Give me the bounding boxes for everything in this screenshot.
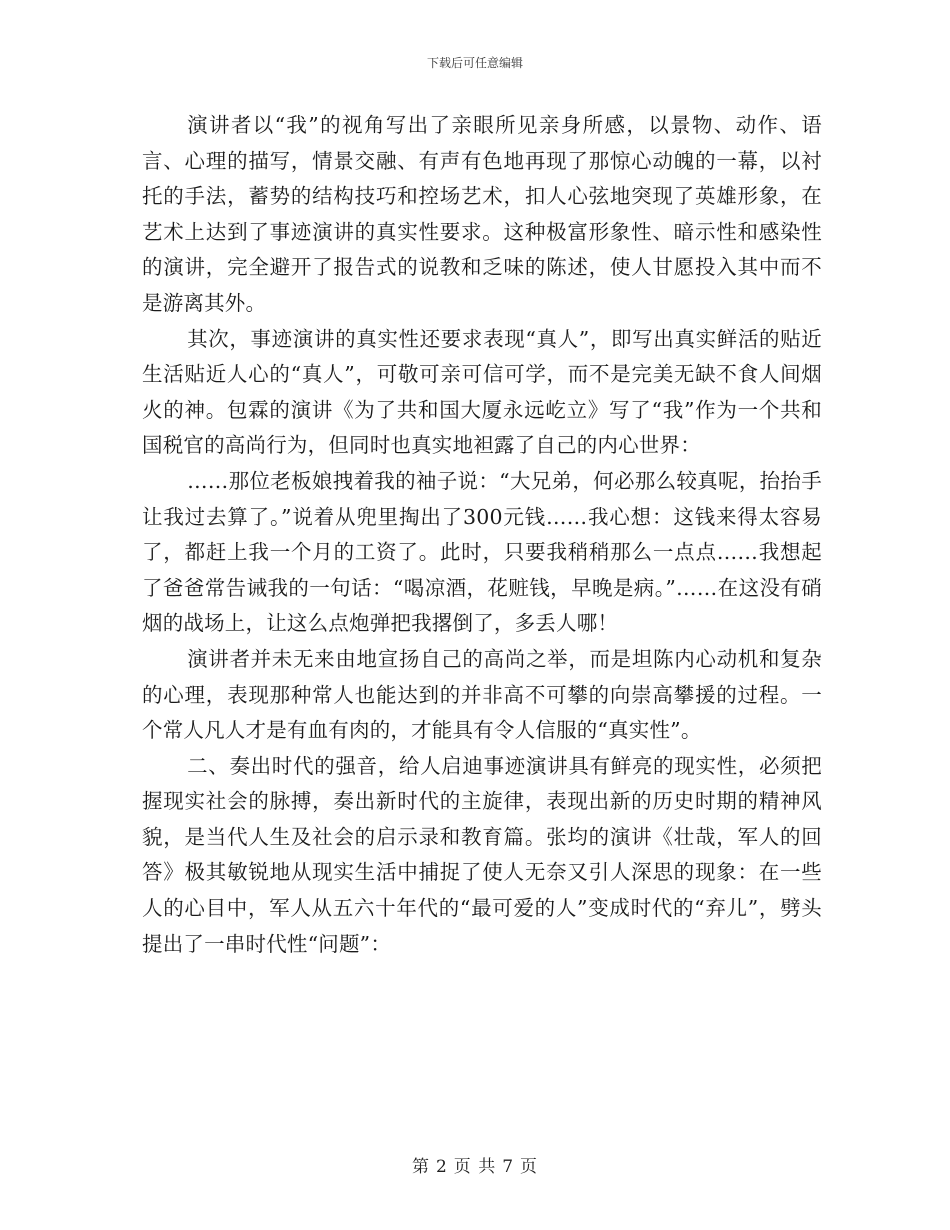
footer-suffix: 页 [520, 1157, 539, 1177]
total-page-count: 7 [502, 1157, 515, 1177]
paragraph-3-quote: ……那位老板娘拽着我的袖子说：“大兄弟，何必那么较真呢，抬抬手让我过去算了。”说着从兜里掏出了300元钱……我心想：这钱来得太容易了，都赶上我一个月的工资了。此时，只要我稍稍那么一点点……我想起了爸爸常告诫我的一句话：“喝凉酒，花赃钱，早晚是病。”……在这没有硝烟的战场上，让这么点炮弹把我撂倒了，多丢人哪！ [142, 468, 822, 636]
footer-prefix: 第 [411, 1157, 430, 1177]
paragraph-2: 其次，事迹演讲的真实性还要求表现“真人”，即写出真实鲜活的贴近生活贴近人心的“真人”，可敬可亲可信可学，而不是完美无缺不食人间烟火的神。包霖的演讲《为了共和国大厦永远屹立》写了“我”作为一个共和国税官的高尚行为，但同时也真实地袒露了自己的内心世界： [142, 326, 822, 458]
footer-middle: 页 共 [453, 1157, 497, 1177]
page-footer [0, 1152, 950, 1177]
document-body [142, 108, 822, 962]
paragraph-4: 演讲者并未无来由地宣扬自己的高尚之举，而是坦陈内心动机和复杂的心理，表现那种常人也能达到的并非高不可攀的向崇高攀援的过程。一个常人凡人才是有血有肉的，才能具有令人信服的“真实性”。 [142, 646, 822, 743]
page-header: 下载后可任意编辑 [426, 56, 523, 70]
current-page-number: 2 [435, 1157, 448, 1177]
paragraph-1: 演讲者以“我”的视角写出了亲眼所见亲身所感，以景物、动作、语言、心理的描写，情景交融、有声有色地再现了那惊心动魄的一幕，以衬托的手法，蓄势的结构技巧和控场艺术，扣人心弦地突现了英雄形象，在艺术上达到了事迹演讲的真实性要求。这种极富形象性、暗示性和感染性的演讲，完全避开了报告式的说教和乏味的陈述，使人甘愿投入其中而不是游离其外。 [142, 113, 822, 315]
paragraph-5: 二、奏出时代的强音，给人启迪事迹演讲具有鲜亮的现实性，必须把握现实社会的脉搏，奏出新时代的主旋律，表现出新的历史时期的精神风貌，是当代人生及社会的启示录和教育篇。张均的演讲《壮哉，军人的回答》极其敏锐地从现实生活中捕捉了使人无奈又引人深思的现象：在一些人的心目中，军人从五六十年代的“最可爱的人”变成时代的“弃儿”，劈头提出了一串时代性“问题”： [142, 753, 822, 956]
